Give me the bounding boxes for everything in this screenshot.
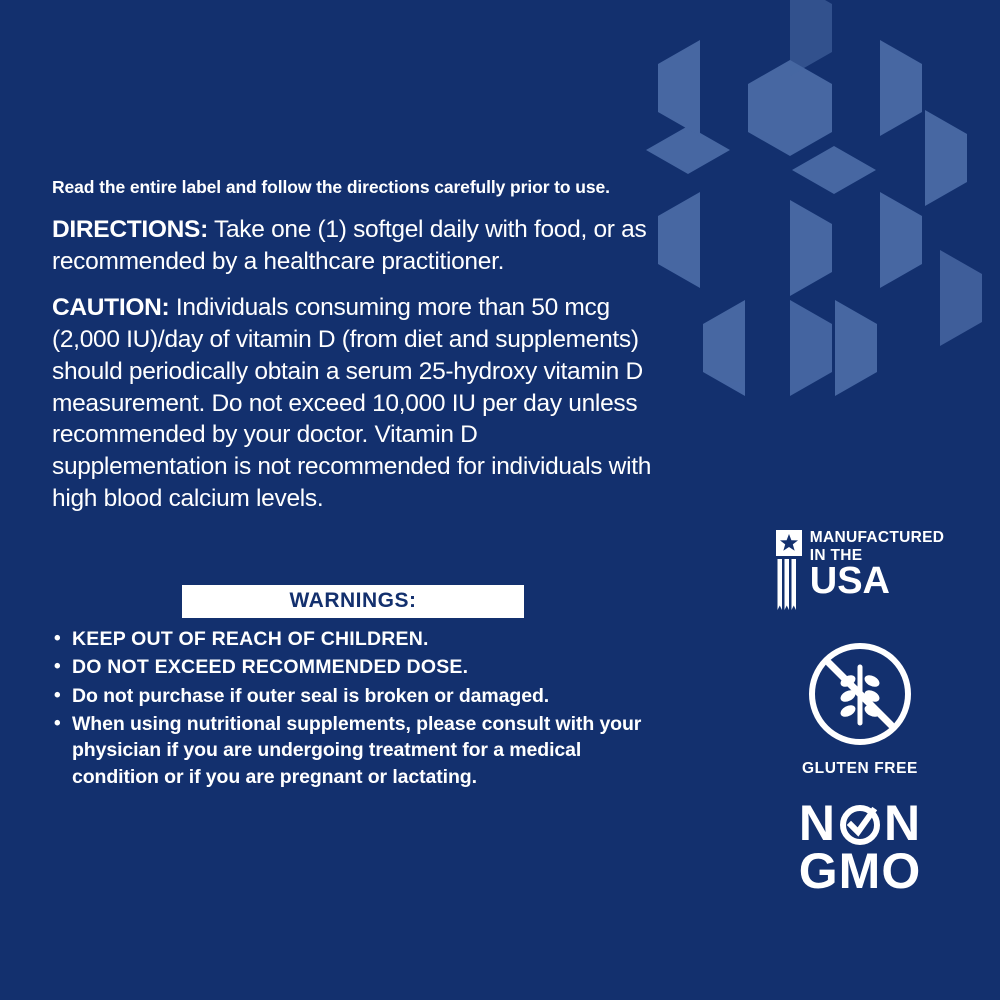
list-item: • KEEP OUT OF REACH OF CHILDREN. bbox=[52, 626, 672, 652]
warnings-heading: WARNINGS: bbox=[182, 585, 524, 618]
caution-label: CAUTION: bbox=[52, 294, 170, 322]
label-text-column bbox=[52, 176, 662, 529]
directions-paragraph bbox=[52, 214, 662, 278]
caution-paragraph bbox=[52, 292, 652, 515]
manufactured-in-usa-text bbox=[809, 529, 945, 602]
non-gmo-line-2: GMO bbox=[798, 843, 922, 899]
non-gmo-n2: N bbox=[884, 795, 922, 851]
wheat-crossed-out-icon bbox=[760, 641, 960, 752]
lead-instruction: Read the entire label and follow the directions carefully prior to use. bbox=[52, 177, 610, 197]
manufactured-in-usa-badge bbox=[760, 530, 960, 615]
check-circle-icon bbox=[838, 801, 882, 845]
list-item: • DO NOT EXCEED RECOMMENDED DOSE. bbox=[52, 654, 672, 680]
gluten-free-badge bbox=[760, 641, 960, 778]
caution-text: Individuals consuming more than 50 mcg (2,000 IU)/day of vitamin D (from diet and supplements) should periodically obtain a serum 25-hydroxy vitamin D measurement. Do not exceed 10,000 IU per day unless recommended by your doctor. Vitamin D supplementation is not recommended for individuals with high blood calcium levels. bbox=[52, 294, 652, 513]
non-gmo-line-1 bbox=[760, 795, 960, 851]
usa-line-2: IN THE bbox=[809, 546, 863, 564]
star-ribbon-icon bbox=[776, 530, 802, 615]
directions-text: Take one (1) softgel daily with food, or as recommended by a healthcare practitioner. bbox=[52, 216, 647, 276]
usa-line-1: MANUFACTURED bbox=[809, 529, 945, 546]
certification-badges bbox=[760, 529, 960, 899]
non-gmo-badge bbox=[760, 795, 960, 899]
list-item: • Do not purchase if outer seal is broken or damaged. bbox=[52, 683, 672, 709]
directions-label: DIRECTIONS: bbox=[52, 216, 208, 244]
warnings-list bbox=[52, 626, 672, 790]
usa-line-3: USA bbox=[809, 560, 890, 602]
list-item: • When using nutritional supplements, please consult with your physician if you are undergoing treatment for a medical condition or if you are pregnant or lactating. bbox=[52, 711, 672, 790]
non-gmo-n1: N bbox=[798, 795, 836, 851]
warnings-section bbox=[52, 585, 672, 792]
gluten-free-label: GLUTEN FREE bbox=[802, 760, 918, 777]
